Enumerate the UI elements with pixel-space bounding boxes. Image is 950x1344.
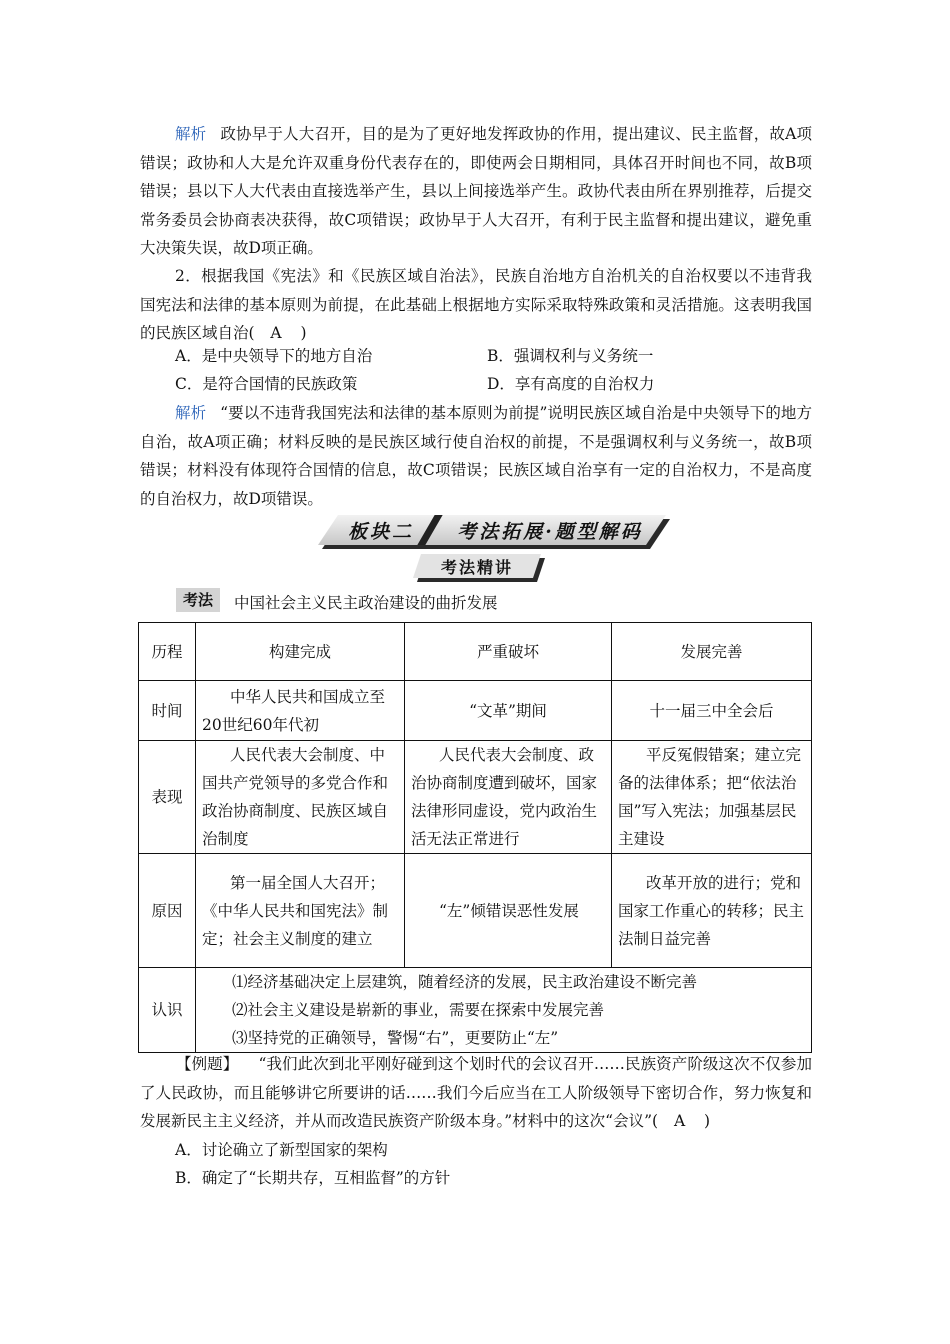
example-tag: 【例题】	[176, 1055, 239, 1073]
header-destruction: 严重破坏	[405, 623, 612, 681]
cell-reason-development: 改革开放的进行；党和国家工作重心的转移；民主法制日益完善	[612, 854, 812, 968]
cell-performance-destruction: 人民代表大会制度、政治协商制度遭到破坏，国家法律形同虚设，党内政治生活无法正常进行	[405, 741, 612, 854]
table-row	[139, 854, 812, 968]
cell-performance-development: 平反冤假错案；建立完备的法律体系；把“依法治国”写入宪法；加强基层民主建设	[612, 741, 812, 854]
cell-reason-construction: 第一届全国人大召开；《中华人民共和国宪法》制定；社会主义制度的建立	[196, 854, 405, 968]
example-text: “我们此次到北平刚好碰到这个划时代的会议召开……民族资产阶级这次不仅参加了人民政协，而且能够讲它所要讲的话……我们今后应当在工人阶级领导下密切合作，努力恢复和发展新民主主义经济，并从而改造民族资产阶级本身。”材料中的这次“会议”(	[140, 1055, 812, 1131]
example-close-paren: )	[704, 1112, 711, 1131]
option-c: C．是符合国情的民族政策	[175, 375, 358, 393]
row-head-time: 时间	[139, 681, 196, 741]
insight-item: ⑵社会主义建设是崭新的事业，需要在探索中发展完善	[232, 1001, 605, 1019]
header-construction: 构建完成	[196, 623, 405, 681]
example-option-a: A．讨论确立了新型国家的架构	[175, 1140, 388, 1159]
analysis-label: 解析	[175, 125, 207, 143]
table-header-row	[139, 623, 812, 681]
analysis-text: 政协早于人大召开，目的是为了更好地发挥政协的作用，提出建议、民主监督，故A项错误；政协和人大是允许双重身份代表存在的，即使两会日期相同，具体召开时间也不同，故B项错误；县以下人大代表由直接选举产生，县以上间接选举产生。政协代表由所在界别推荐，后提交常务委员会协商表决获得，故C项错误；政协早于人大召开，有利于民主监督和提出建议，避免重大决策失误，故D项正确。	[140, 125, 812, 258]
question-answer: A	[270, 324, 285, 343]
kaofa-title: 中国社会主义民主政治建设的曲折发展	[234, 594, 498, 612]
example-stem	[140, 1050, 812, 1136]
option-a: A．是中央领导下的地方自治	[175, 347, 373, 365]
row-head-reason: 原因	[139, 854, 196, 968]
section-banner	[318, 515, 666, 547]
sub-banner-title: 考法精讲	[440, 558, 513, 577]
banner-section-number: 板块二	[347, 521, 414, 543]
cell-time-construction: 中华人民共和国成立至20世纪60年代初	[196, 681, 405, 741]
cell-performance-construction: 人民代表大会制度、中国共产党领导的多党合作和政治协商制度、民族区域自治制度	[196, 741, 405, 854]
table-row	[139, 968, 812, 1053]
row-head-insight: 认识	[139, 968, 196, 1053]
kaofa-tag: 考法	[176, 588, 220, 612]
history-table	[138, 622, 812, 1053]
cell-reason-destruction: “左”倾错误恶性发展	[405, 854, 612, 968]
example-option-b: B．确定了“长期共存，互相监督”的方针	[175, 1169, 451, 1188]
question-stem-text: 2．根据我国《宪法》和《民族区域自治法》，民族自治地方自治机关的自治权要以不违背我国宪法和法律的基本原则为前提，在此基础上根据地方实际采取特殊政策和灵活措施。这表明我国的民族区域自治(	[140, 267, 812, 343]
cell-time-destruction: “文革”期间	[405, 681, 612, 741]
analysis-label: 解析	[175, 404, 207, 422]
cell-time-development: 十一届三中全会后	[612, 681, 812, 741]
banner-section-title: 考法拓展·题型解码	[457, 521, 643, 543]
question-close-paren: )	[300, 324, 307, 343]
insight-item: ⑶坚持党的正确领导，警惕“右”，更要防止“左”	[232, 1029, 559, 1047]
analysis-text: “要以不违背我国宪法和法律的基本原则为前提”说明民族区域自治是中央领导下的地方自治，故A项正确；材料反映的是民族区域行使自治权的前提，不是强调权利与义务统一，故B项错误；材料没有体现符合国情的信息，故C项错误；民族区域自治享有一定的自治权力，不是高度的自治权力，故D项错误。	[140, 404, 812, 508]
insight-item: ⑴经济基础决定上层建筑，随着经济的发展，民主政治建设不断完善	[232, 973, 698, 991]
example-answer: A	[673, 1112, 689, 1131]
table-corner-cell: 历程	[139, 623, 196, 681]
option-b: B．强调权利与义务统一	[487, 347, 654, 365]
example-question	[140, 1050, 812, 1193]
analysis-paragraph-2	[140, 399, 812, 513]
sub-banner	[413, 554, 545, 581]
cell-insight	[196, 968, 812, 1053]
question-2-stem	[140, 262, 812, 348]
header-development: 发展完善	[612, 623, 812, 681]
table-row	[139, 741, 812, 854]
analysis-paragraph-1	[140, 120, 812, 263]
row-head-performance: 表现	[139, 741, 196, 854]
table-row	[139, 681, 812, 741]
option-d: D．享有高度的自治权力	[487, 375, 655, 393]
